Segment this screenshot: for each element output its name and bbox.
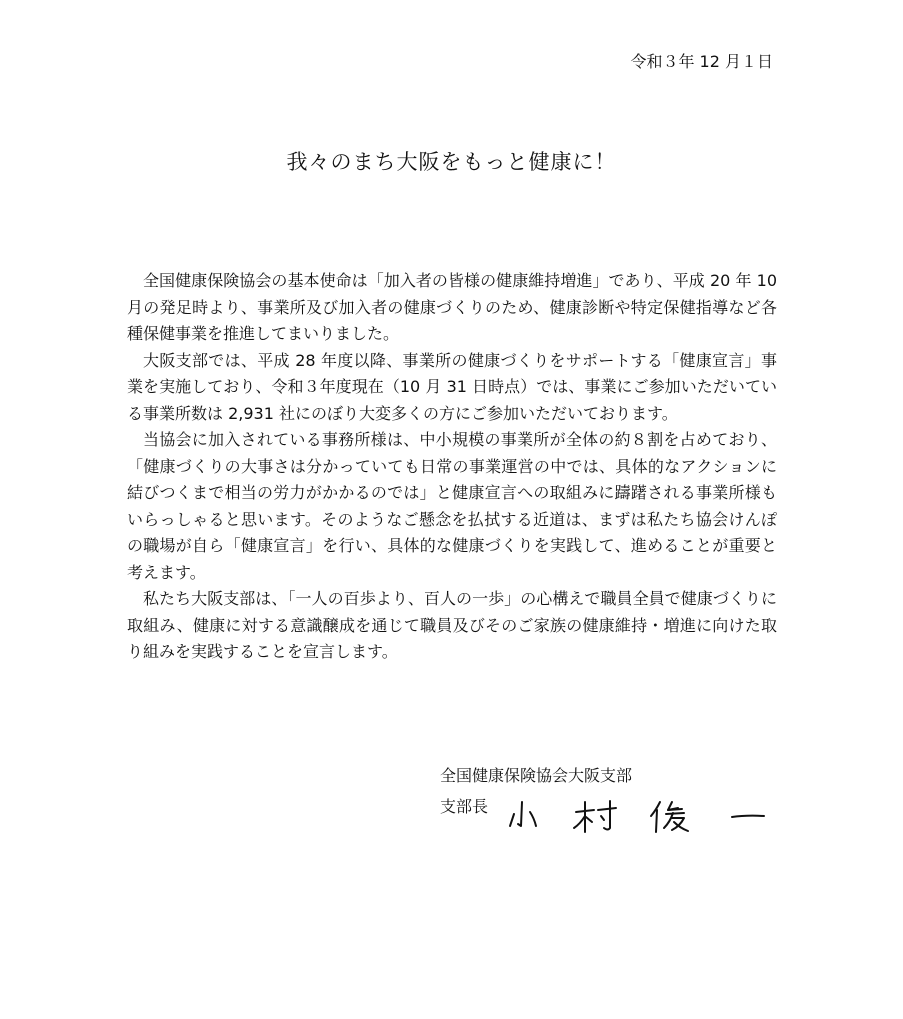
signature-stroke: [732, 816, 764, 817]
signature-stroke: [604, 801, 610, 830]
declaration-body: [127, 268, 777, 666]
organization-name: 全国健康保険協会大阪支部: [440, 766, 633, 785]
signature-stroke: [664, 813, 673, 828]
signature-stroke: [574, 816, 585, 828]
paragraph-osaka-branch: 大阪支部では、平成 28 年度以降、事業所の健康づくりをサポートする「健康宣言」事業を実施しており、令和３年度現在（10 月 31 日時点）では、事業にご参加いただいている事業所数は 2,931 社にのぼり大変多くの方にご参加いただいております。: [127, 350, 777, 423]
paragraph-members: 当協会に加入されている事務所様は、中小規模の事業所が全体の約８割を占めており、「健康づくりの大事さは分かっていても日常の事業運営の中では、具体的なアクションに結びつくまで相当の労力がかかるのでは」と健康宣言への取組みに躊躇される事業所様もいらっしゃると思います。そのようなご懸念を払拭する近道は、まずは私たち協会けんぽの職場が自ら「健康宣言」を行い、具体的な健康づくりを実践して、進めることが重要と考えます。: [127, 430, 777, 582]
signature-stroke: [668, 809, 682, 810]
signature-stroke: [530, 812, 536, 826]
signature-stroke: [598, 808, 616, 810]
signature-stroke: [518, 802, 522, 826]
position-title: 支部長: [440, 797, 489, 816]
paragraph-mission: 全国健康保険協会の基本使命は「加入者の皆様の健康維持増進」であり、平成 20 年 10 月の発足時より、事業所及び加入者の健康づくりのため、健康診断や特定保健指導など各種保健事業を推進してまいりました。: [127, 271, 777, 343]
signature-stroke: [651, 802, 660, 816]
signature-stroke: [656, 810, 657, 832]
signature-stroke: [586, 817, 592, 822]
document-date: 令和３年 12 月１日: [630, 52, 773, 71]
signature-stroke: [666, 813, 684, 814]
signature-stroke: [601, 816, 604, 820]
handwritten-signature: [508, 796, 770, 838]
signature-stroke: [510, 814, 514, 826]
document-title: 我々のまち大阪をもっと健康に！: [286, 150, 617, 174]
paragraph-declaration: 私たち大阪支部は、「一人の百歩より、百人の一歩」の心構えで職員全員で健康づくりに取組み、健康に対する意識醸成を通じて職員及びそのご家族の健康維持・増進に向けた取り組みを実践することを宣言します。: [127, 589, 777, 661]
